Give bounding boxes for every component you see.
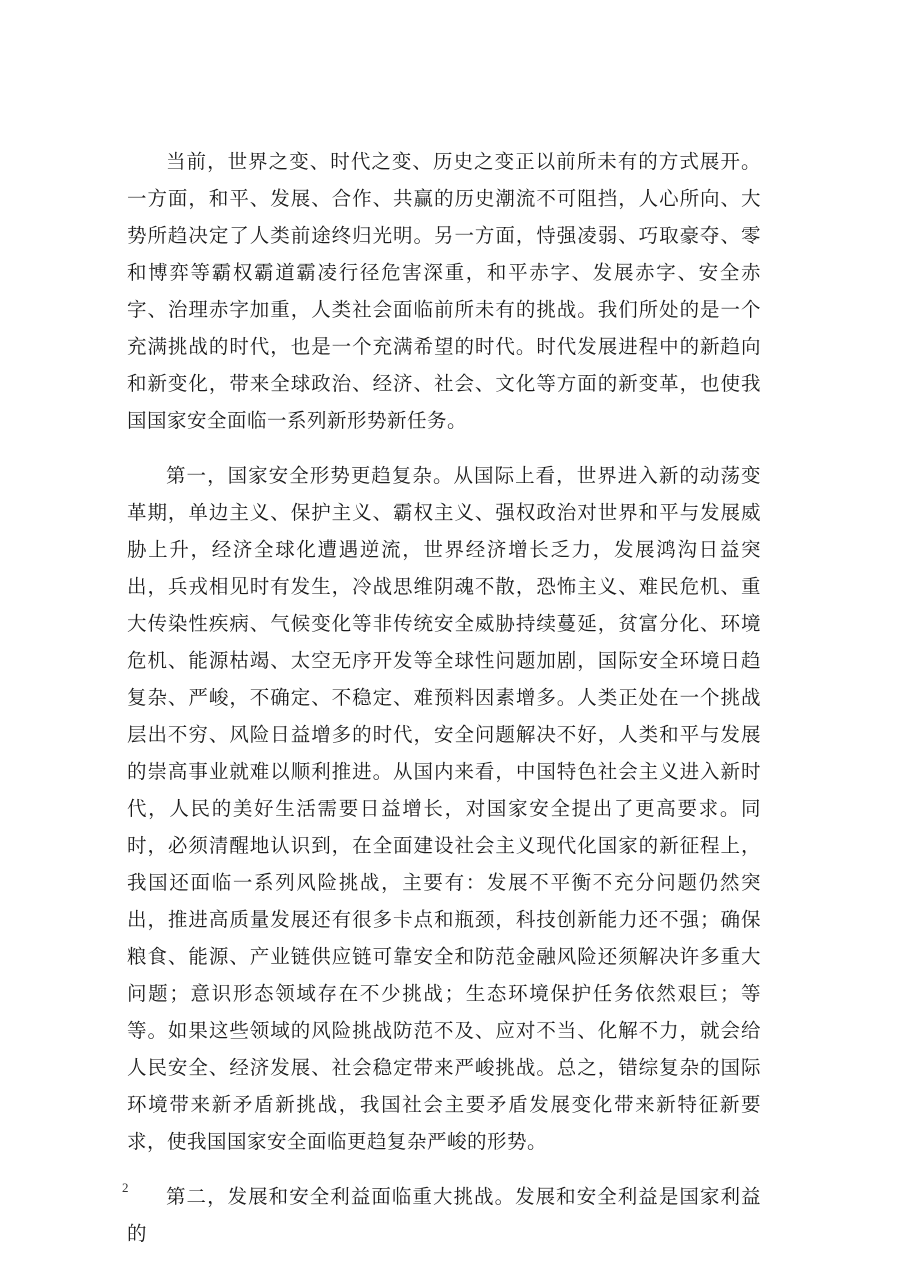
page-number: 2: [122, 1180, 129, 1195]
paragraph-intro: 当前，世界之变、时代之变、历史之变正以前所未有的方式展开。一方面，和平、发展、合作、共赢的历史潮流不可阻挡，人心所向、大势所趋决定了人类前途终归光明。另一方面，恃强凌弱、巧取豪夺、零和博弈等霸权霸道霸凌行径危害深重，和平赤字、发展赤字、安全赤字、治理赤字加重，人类社会面临前所未有的挑战。我们所处的是一个充满挑战的时代，也是一个充满希望的时代。时代发展进程中的新趋向和新变化，带来全球政治、经济、社会、文化等方面的新变革，也使我国国家安全面临一系列新形势新任务。: [127, 150, 761, 432]
body-text: [127, 143, 761, 1252]
paragraph-second-point: 第二，发展和安全利益面临重大挑战。发展和安全利益是国家利益的: [127, 1185, 761, 1245]
paragraph-first-point: 第一，国家安全形势更趋复杂。从国际上看，世界进入新的动荡变革期，单边主义、保护主义、霸权主义、强权政治对世界和平与发展威胁上升，经济全球化遭遇逆流，世界经济增长乏力，发展鸿沟日益突出，兵戎相见时有发生，冷战思维阴魂不散，恐怖主义、难民危机、重大传染性疾病、气候变化等非传统安全威胁持续蔓延，贫富分化、环境危机、能源枯竭、太空无序开发等全球性问题加剧，国际安全环境日趋复杂、严峻，不确定、不稳定、难预料因素增多。人类正处在一个挑战层出不穷、风险日益增多的时代，安全问题解决不好，人类和平与发展的崇高事业就难以顺利推进。从国内来看，中国特色社会主义进入新时代，人民的美好生活需要日益增长，对国家安全提出了更高要求。同时，必须清醒地认识到，在全面建设社会主义现代化国家的新征程上，我国还面临一系列风险挑战，主要有：发展不平衡不充分问题仍然突出，推进高质量发展还有很多卡点和瓶颈，科技创新能力还不强；确保粮食、能源、产业链供应链可靠安全和防范金融风险还须解决许多重大问题；意识形态领域存在不少挑战；生态环境保护任务依然艰巨；等等。如果这些领域的风险挑战防范不及、应对不当、化解不力，就会给人民安全、经济发展、社会稳定带来严峻挑战。总之，错综复杂的国际环境带来新矛盾新挑战，我国社会主要矛盾发展变化带来新特征新要求，使我国国家安全面临更趋复杂严峻的形势。: [127, 464, 761, 1153]
